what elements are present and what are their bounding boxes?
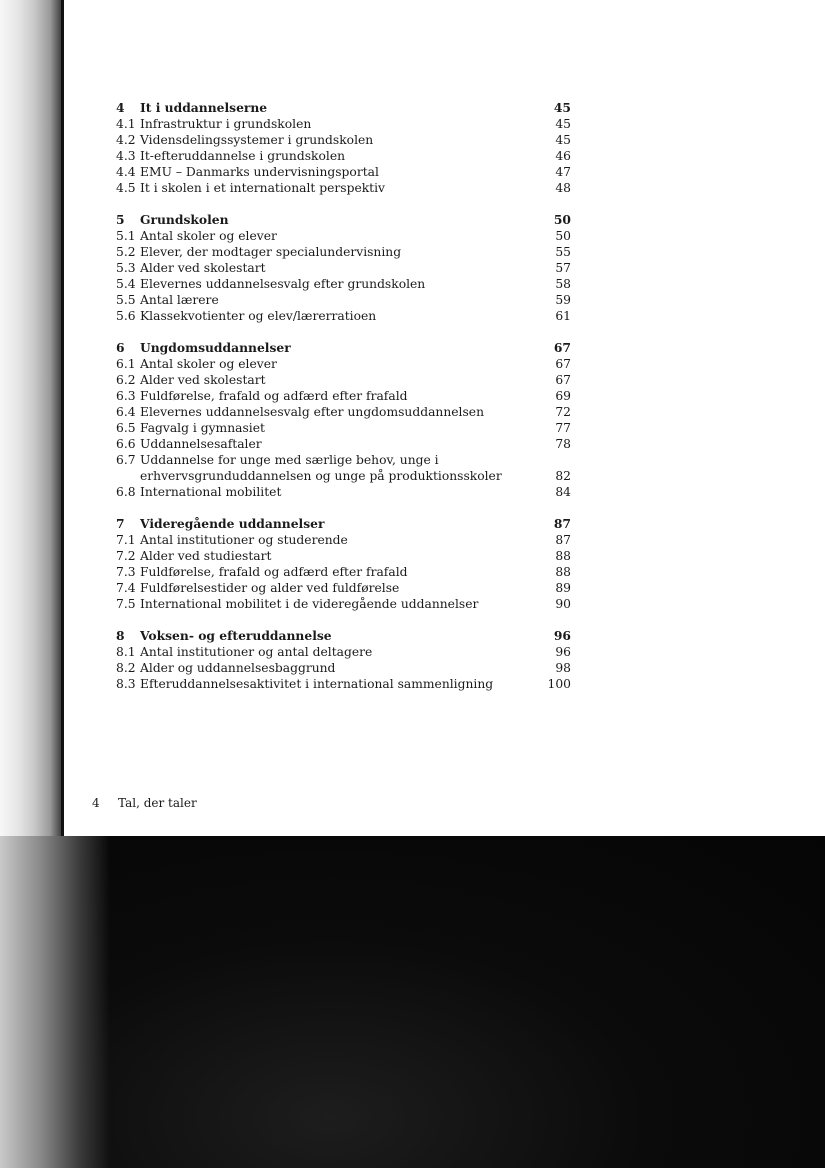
- entry-title: [140, 548, 529, 564]
- entry-title-line: It i skolen i et internationalt perspektiv: [140, 181, 385, 195]
- scan-background: [0, 836, 825, 1168]
- entry-title-line: Fuldførelse, frafald og adfærd efter frafald: [140, 389, 408, 403]
- entry-number: 5.6: [116, 309, 136, 323]
- entry-page: 72: [555, 405, 571, 419]
- entry-number: 5.4: [116, 277, 136, 291]
- entry-title-line: Fagvalg i gymnasiet: [140, 421, 265, 435]
- toc-entry: [116, 372, 571, 388]
- entry-number: 7.3: [116, 565, 136, 579]
- entry-title: [140, 532, 529, 548]
- toc-entry: [116, 484, 571, 500]
- entry-number: 4.2: [116, 133, 136, 147]
- toc-entry: [116, 452, 571, 484]
- toc-entry: [116, 420, 571, 436]
- chapter-page: 45: [553, 100, 571, 115]
- chapter-title: Voksen- og efteruddannelse: [140, 628, 332, 643]
- entry-title-line: Antal skoler og elever: [140, 229, 277, 243]
- toc-entry: [116, 116, 571, 132]
- toc-chapter-heading: [116, 100, 571, 116]
- entry-title-line: Elevernes uddannelsesvalg efter ungdomsuddannelsen: [140, 405, 484, 419]
- chapter-page: 50: [553, 212, 571, 227]
- entry-title: [140, 388, 529, 404]
- entry-number: 6.1: [116, 357, 136, 371]
- toc-chapter-heading: [116, 212, 571, 228]
- entry-number: 6.5: [116, 421, 136, 435]
- chapter-number: 6: [116, 340, 125, 355]
- entry-title: [140, 452, 529, 484]
- entry-title: [140, 676, 529, 692]
- entry-number: 8.1: [116, 645, 136, 659]
- entry-title: [140, 420, 529, 436]
- toc-entry: [116, 436, 571, 452]
- toc-section: [116, 212, 571, 324]
- entry-title-line: Efteruddannelsesaktivitet i international sammenligning: [140, 677, 494, 691]
- toc-entry: [116, 532, 571, 548]
- entry-number: 7.5: [116, 597, 136, 611]
- entry-title: [140, 308, 529, 324]
- chapter-title: Ungdomsuddannelser: [140, 340, 291, 355]
- entry-page: 88: [555, 549, 571, 563]
- entry-title: [140, 596, 529, 612]
- entry-page: 61: [555, 309, 571, 323]
- entry-number: 7.2: [116, 549, 136, 563]
- entry-number: 8.2: [116, 661, 136, 675]
- entry-number: 6.6: [116, 437, 136, 451]
- toc-entry: [116, 660, 571, 676]
- entry-page: 57: [555, 261, 571, 275]
- entry-title: [140, 292, 529, 308]
- toc-chapter-heading: [116, 628, 571, 644]
- entry-title-line: Antal institutioner og studerende: [140, 533, 348, 547]
- entry-page: 67: [555, 357, 571, 371]
- entry-title-line: Klassekvotienter og elev/lærerratioen: [140, 309, 377, 323]
- entry-page: 48: [555, 181, 571, 195]
- entry-title: [140, 372, 529, 388]
- toc-chapter-heading: [116, 516, 571, 532]
- entry-number: 8.3: [116, 677, 136, 691]
- entry-title-line: Fuldførelse, frafald og adfærd efter frafald: [140, 565, 408, 579]
- entry-number: 6.3: [116, 389, 136, 403]
- entry-page: 100: [547, 677, 571, 691]
- entry-page: 89: [555, 581, 571, 595]
- entry-number: 4.4: [116, 165, 136, 179]
- entry-page: 84: [555, 485, 571, 499]
- entry-title-line: Fuldførelsestider og alder ved fuldførelse: [140, 581, 400, 595]
- entry-title-line: Antal lærere: [140, 293, 219, 307]
- chapter-page: 87: [553, 516, 571, 531]
- entry-page: 98: [555, 661, 571, 675]
- entry-title-line: International mobilitet i de videregående uddannelser: [140, 597, 479, 611]
- entry-title-line: Alder ved skolestart: [140, 261, 266, 275]
- toc-entry: [116, 244, 571, 260]
- entry-title-line: Alder ved studiestart: [140, 549, 272, 563]
- toc-chapter-heading: [116, 340, 571, 356]
- toc-entry: [116, 676, 571, 692]
- toc-entry: [116, 276, 571, 292]
- entry-title: [140, 260, 529, 276]
- entry-number: 4.3: [116, 149, 136, 163]
- entry-title-line: Antal institutioner og antal deltagere: [140, 645, 373, 659]
- entry-title: [140, 404, 529, 420]
- entry-number: 6.8: [116, 485, 136, 499]
- entry-title: [140, 356, 529, 372]
- entry-title: [140, 148, 529, 164]
- entry-title: [140, 164, 529, 180]
- toc-entry: [116, 596, 571, 612]
- entry-page: 47: [555, 165, 571, 179]
- entry-title-line: Antal skoler og elever: [140, 357, 277, 371]
- entry-title-line: Alder og uddannelsesbaggrund: [140, 661, 336, 675]
- page-footer: [92, 795, 197, 811]
- entry-page: 77: [555, 421, 571, 435]
- chapter-page: 67: [553, 340, 571, 355]
- toc-section: [116, 100, 571, 196]
- toc-entry: [116, 292, 571, 308]
- toc-entry: [116, 356, 571, 372]
- entry-page: 69: [555, 389, 571, 403]
- entry-title: [140, 644, 529, 660]
- entry-title: [140, 228, 529, 244]
- entry-page: 90: [555, 597, 571, 611]
- footer-publication-title: Tal, der taler: [118, 796, 197, 810]
- entry-title: [140, 484, 529, 500]
- entry-title-line: EMU – Danmarks undervisningsportal: [140, 165, 379, 179]
- entry-title-line: Uddannelse for unge med særlige behov, unge i: [140, 453, 439, 467]
- toc-entry: [116, 580, 571, 596]
- toc-entry: [116, 644, 571, 660]
- entry-number: 4.1: [116, 117, 136, 131]
- entry-title-line: It-efteruddannelse i grundskolen: [140, 149, 346, 163]
- entry-number: 5.3: [116, 261, 136, 275]
- entry-title: [140, 564, 529, 580]
- entry-page: 46: [555, 149, 571, 163]
- chapter-page: 96: [553, 628, 571, 643]
- entry-number: 7.1: [116, 533, 136, 547]
- toc-entry: [116, 388, 571, 404]
- entry-title-line: Vidensdelingssystemer i grundskolen: [140, 133, 374, 147]
- entry-title-line: Elevernes uddannelsesvalg efter grundskolen: [140, 277, 426, 291]
- entry-page: 96: [555, 645, 571, 659]
- chapter-number: 7: [116, 516, 125, 531]
- toc-entry: [116, 548, 571, 564]
- chapter-title: It i uddannelserne: [140, 100, 268, 115]
- entry-page: 59: [555, 293, 571, 307]
- toc-entry: [116, 148, 571, 164]
- entry-page: 67: [555, 373, 571, 387]
- entry-title: [140, 660, 529, 676]
- entry-number: 5.5: [116, 293, 136, 307]
- entry-number: 4.5: [116, 181, 136, 195]
- entry-page: 87: [555, 533, 571, 547]
- entry-number: 6.2: [116, 373, 136, 387]
- toc-entry: [116, 228, 571, 244]
- toc-entry: [116, 564, 571, 580]
- entry-title-line: International mobilitet: [140, 485, 282, 499]
- entry-number: 5.1: [116, 229, 136, 243]
- entry-title-line-2: erhvervsgrunduddannelsen og unge på produktionsskoler: [140, 469, 502, 483]
- entry-title: [140, 436, 529, 452]
- chapter-title: Grundskolen: [140, 212, 229, 227]
- entry-title-line: Alder ved skolestart: [140, 373, 266, 387]
- table-of-contents: [116, 100, 571, 708]
- toc-entry: [116, 260, 571, 276]
- toc-section: [116, 628, 571, 692]
- entry-page: 88: [555, 565, 571, 579]
- entry-title-line: Uddannelsesaftaler: [140, 437, 262, 451]
- entry-number: 6.7: [116, 453, 136, 467]
- toc-section: [116, 516, 571, 612]
- entry-title-line: Elever, der modtager specialundervisning: [140, 245, 402, 259]
- entry-title: [140, 276, 529, 292]
- chapter-title: Videregående uddannelser: [140, 516, 325, 531]
- entry-page: 82: [555, 469, 571, 483]
- entry-page: 55: [555, 245, 571, 259]
- toc-entry: [116, 308, 571, 324]
- toc-entry: [116, 164, 571, 180]
- entry-title: [140, 116, 529, 132]
- entry-number: 5.2: [116, 245, 136, 259]
- toc-entry: [116, 404, 571, 420]
- footer-page-number: 4: [92, 796, 100, 810]
- entry-page: 50: [555, 229, 571, 243]
- entry-number: 7.4: [116, 581, 136, 595]
- entry-number: 6.4: [116, 405, 136, 419]
- entry-title: [140, 244, 529, 260]
- chapter-number: 4: [116, 100, 125, 115]
- toc-entry: [116, 132, 571, 148]
- entry-title: [140, 580, 529, 596]
- toc-section: [116, 340, 571, 500]
- entry-page: 45: [555, 133, 571, 147]
- entry-page: 45: [555, 117, 571, 131]
- entry-page: 58: [555, 277, 571, 291]
- entry-page: 78: [555, 437, 571, 451]
- entry-title-line: Infrastruktur i grundskolen: [140, 117, 312, 131]
- chapter-number: 8: [116, 628, 125, 643]
- toc-entry: [116, 180, 571, 196]
- chapter-number: 5: [116, 212, 125, 227]
- entry-title: [140, 132, 529, 148]
- entry-title: [140, 180, 529, 196]
